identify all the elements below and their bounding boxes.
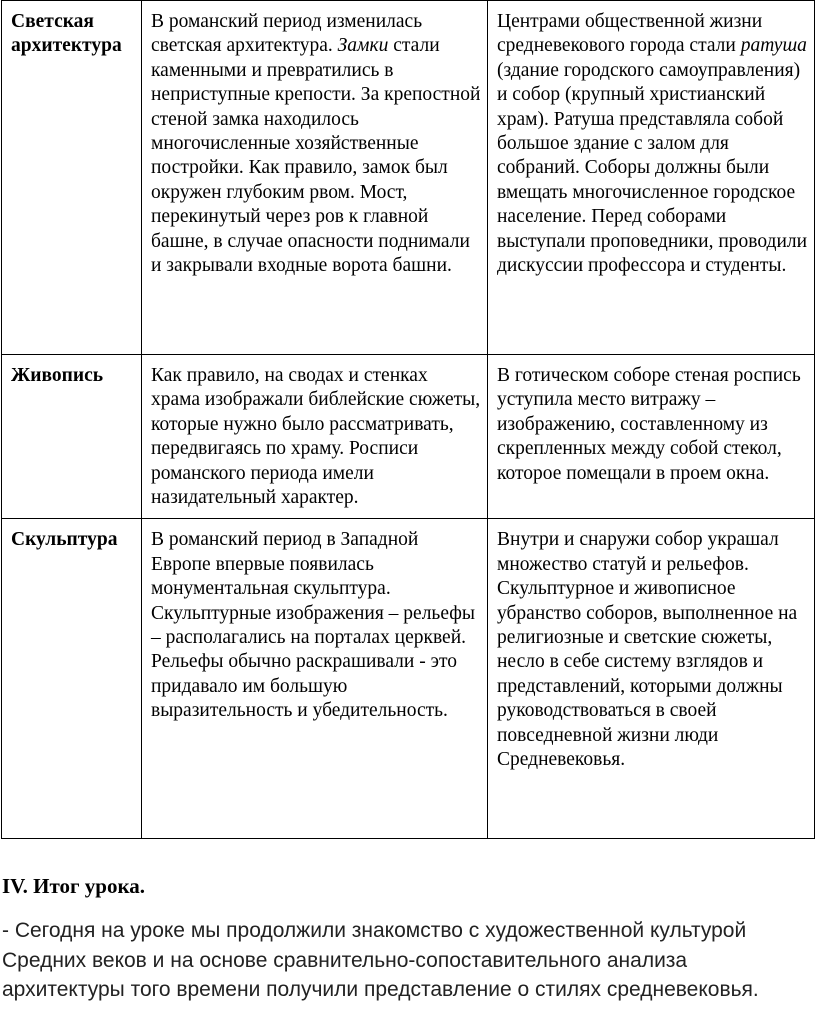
gothic-cell — [488, 519, 815, 839]
cell-text: стали каменными и превратились в неприступные крепости. За крепостной стеной замка находилось многочисленные хозяйственные постройки. Как правило, замок был окружен глубоким рвом. Мост, перекинутый через ров к главной башне, в случае опасности поднимали и закрывали входные ворота башни. — [151, 35, 481, 277]
summary-line: - Сегодня на уроке мы продолжили знакомство с художественной культурой — [2, 919, 747, 942]
cell-text: В романский период в Западной Европе впервые появилась монументальная скульптура. Скульптурные изображения – рельефы – располагались на порталах церквей. Рельефы обычно раскрашивали - это придавало им большую выразительность и убедительность. — [151, 529, 475, 722]
cell-text: Внутри и снаружи собор украшал множество статуй и рельефов. — [497, 529, 779, 575]
category-cell — [2, 1, 142, 355]
gothic-cell — [488, 1, 815, 355]
lesson-summary — [2, 872, 814, 1005]
cell-text: Центрами общественной жизни средневекового города стали — [497, 11, 763, 57]
romanesque-cell — [142, 1, 488, 355]
table-row — [2, 355, 815, 519]
emphasis-term: ратуша — [740, 35, 807, 57]
summary-line: Средних веков и на основе сравнительно-сопоставительного анализа — [2, 948, 688, 972]
romanesque-cell — [142, 519, 488, 839]
cell-text: (здание городского самоуправления) и собор (крупный христианский храм). Ратуша представляла собой большое здание с залом для собраний. Соборы должны были вмещать многочисленное городское население. Перед соборами выступали проповедники, проводили дискуссии профессора и студенты. — [497, 59, 808, 277]
category-label: Скульптура — [11, 529, 118, 551]
category-cell — [2, 355, 142, 519]
category-label: Светская архитектура — [11, 11, 122, 57]
summary-heading: IV. Итог урока. — [2, 874, 146, 898]
summary-line: архитектуры того времени получили представление о стилях средневековья. — [2, 978, 759, 1001]
category-cell — [2, 519, 142, 839]
cell-text: Скульптурное и живописное убранство соборов, выполненное на религиозные и светские сюжеты, несло в себе систему взглядов и представлений, которыми должны руководствоваться в своей повседневной жизни люди Средневековья. — [497, 578, 798, 771]
comparison-table — [1, 0, 815, 839]
summary-text — [2, 916, 814, 1005]
emphasis-term: Замки — [337, 35, 389, 57]
category-label: Живопись — [11, 365, 104, 386]
romanesque-cell — [142, 355, 488, 519]
table-row — [2, 519, 815, 839]
cell-text: В романский период изменилась светская архитектура. — [151, 11, 423, 57]
cell-text: Как правило, на сводах и стенках храма изображали библейские сюжеты, которые нужно было рассматривать, передвигаясь по храму. Росписи романского периода имели назидательный характер. — [151, 365, 481, 509]
cell-text: В готическом соборе стеная роспись уступила место витражу – изображению, составленному из скрепленных между собой стекол, которое помещали в проем окна. — [497, 365, 801, 484]
table-row — [2, 1, 815, 355]
gothic-cell — [488, 355, 815, 519]
